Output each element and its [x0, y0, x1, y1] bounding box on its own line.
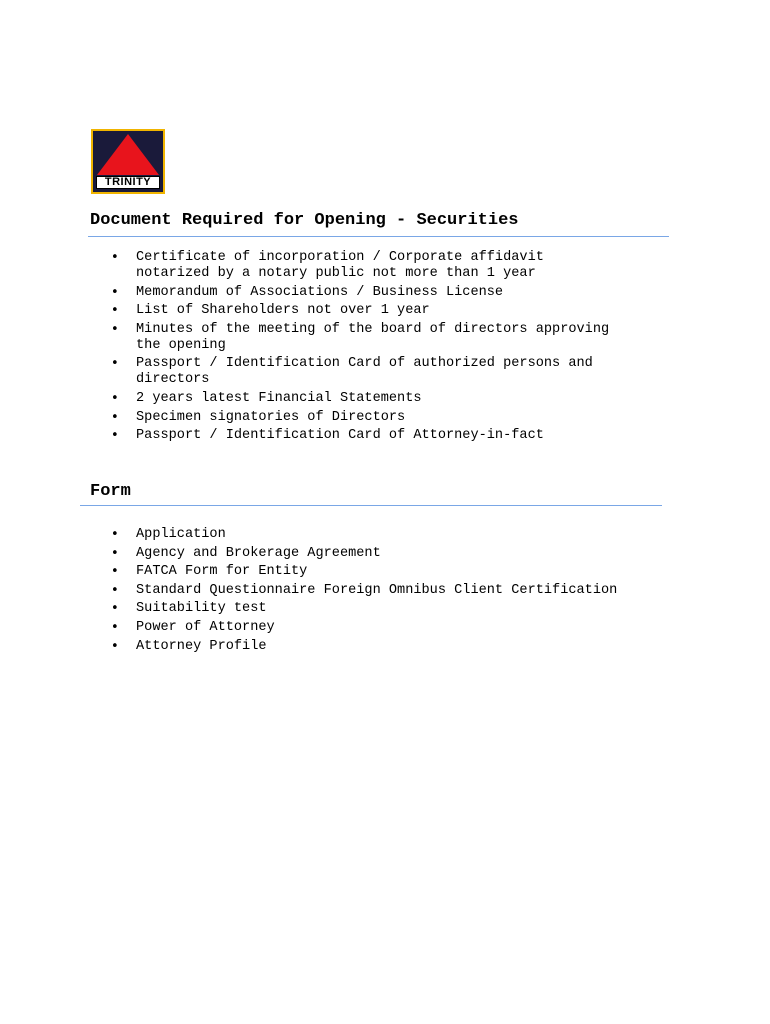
trinity-logo	[91, 129, 165, 194]
list-item: • Minutes of the meeting of the board of directors approving the opening	[90, 322, 609, 354]
form-list	[90, 527, 617, 657]
list-item: • Suitability test	[90, 601, 617, 617]
list-item: • Application	[90, 527, 617, 543]
requirements-title: Document Required for Opening - Securities	[90, 211, 519, 230]
list-item: • Power of Attorney	[90, 620, 617, 636]
form-divider	[80, 505, 662, 506]
list-item: • Agency and Brokerage Agreement	[90, 546, 617, 562]
list-item: • Attorney Profile	[90, 639, 617, 655]
form-title: Form	[90, 482, 131, 501]
requirements-divider	[88, 236, 669, 237]
list-item: • FATCA Form for Entity	[90, 564, 617, 580]
list-item: • Standard Questionnaire Foreign Omnibus Client Certification	[90, 583, 617, 599]
list-item: • Certificate of incorporation / Corporate affidavit notarized by a notary public not more than 1 year	[90, 250, 609, 282]
list-item: • 2 years latest Financial Statements	[90, 391, 609, 407]
list-item: • Specimen signatories of Directors	[90, 410, 609, 426]
list-item: • Memorandum of Associations / Business License	[90, 285, 609, 301]
list-item: • Passport / Identification Card of authorized persons and directors	[90, 356, 609, 388]
list-item: • Passport / Identification Card of Attorney-in-fact	[90, 428, 609, 444]
logo-text: TRINITY	[96, 176, 160, 189]
requirements-list	[90, 250, 609, 447]
list-item: • List of Shareholders not over 1 year	[90, 303, 609, 319]
